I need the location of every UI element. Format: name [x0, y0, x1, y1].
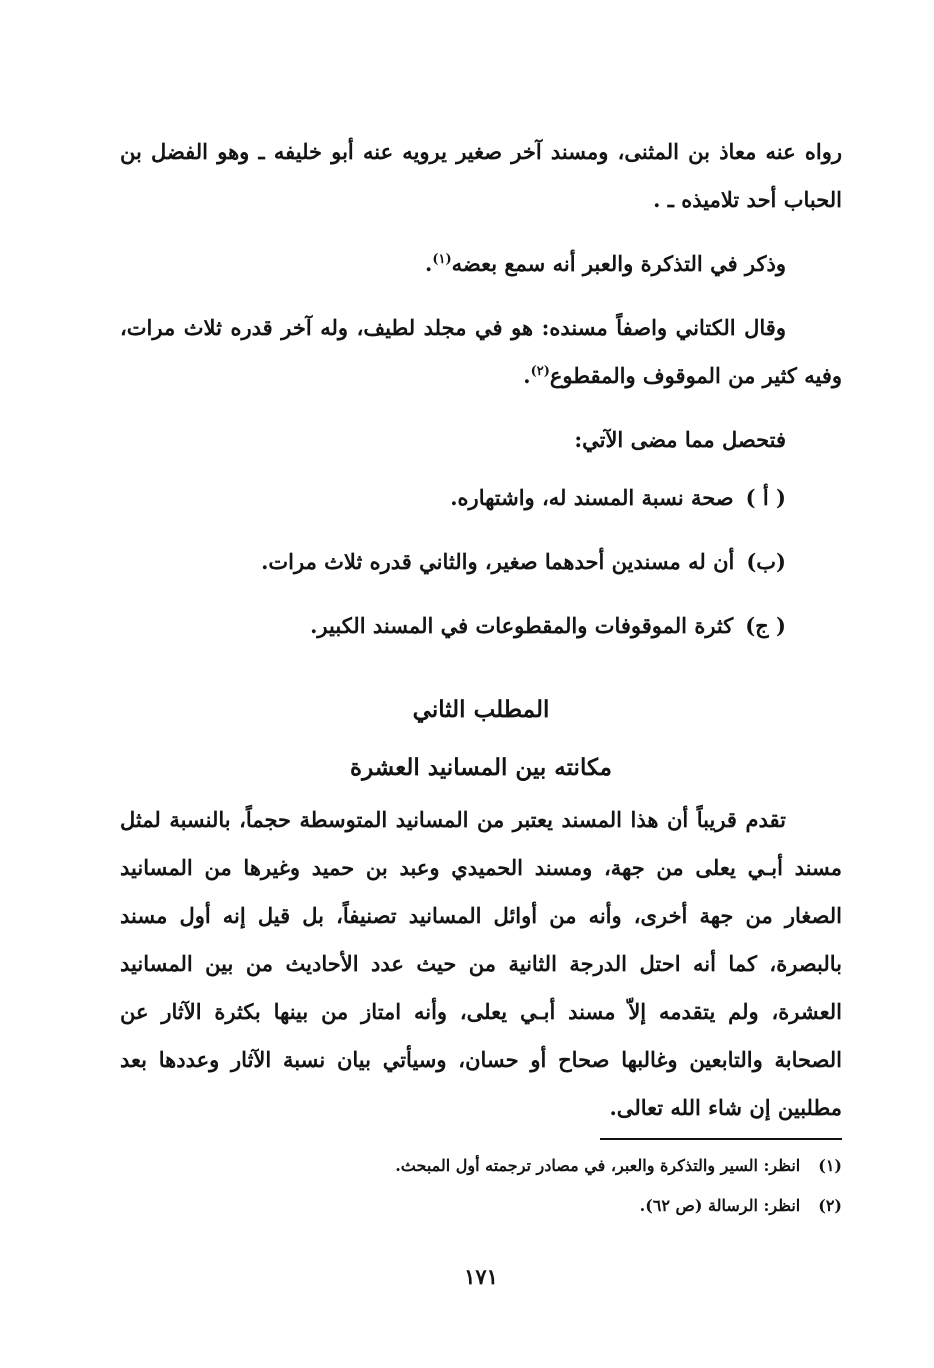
paragraph-summary-intro: فتحصل مما مضى الآتي: [574, 427, 786, 452]
paragraph-continuation: رواه عنه معاذ بن المثنى، ومسند آخر صغير يرويه عنه أبو خليفه ـ وهو الفضل بن الحباب أحد تلاميذه ـ . [120, 139, 842, 212]
footnote-2-text: انظر: الرسالة (ص ٦٢). [639, 1196, 801, 1215]
footnote-separator [600, 1138, 842, 1140]
section-title: المطلب الثاني [412, 696, 550, 723]
paragraph-kattani [120, 304, 842, 400]
book-page [120, 0, 842, 1368]
section-body: تقدم قريباً أن هذا المسند يعتبر من المسانيد المتوسطة حجماً، بالنسبة لمثل مسند أبـي يعلى من جهة، ومسند الحميدي وعبد بن حميد وغيرها من المسانيد الصغار من جهة أخرى، وأنه من أوائل المسانيد تصنيفاً، بل قيل إنه أول مسند بالبصرة، كما أنه احتل الدرجة الثانية من حيث عدد الأحاديث من بين المسانيد العشرة، ولم يتقدمه إلاّ مسند أبـي يعلى، وأنه امتاز من بينها بكثرة الآثار عن الصحابة والتابعين وغالبها صحاح أو حسان، وسيأتي بيان نسبة الآثار وعددها بعد مطلبين إن شاء الله تعالى. [120, 807, 842, 1120]
list-marker-a: ( أ ) [745, 485, 786, 510]
footnote-2-number: (٢) [818, 1196, 842, 1215]
paragraph-tadhkira-end: . [425, 251, 433, 276]
footnote-1 [120, 1152, 842, 1180]
paragraph-kattani-text: وقال الكتاني واصفاً مسنده: هو في مجلد لطيف، وله آخر قدره ثلاث مرات، وفيه كثير من الموقوف والمقطوع [120, 315, 842, 388]
list-item-c [120, 606, 786, 646]
footnote-ref-2: (٢) [530, 364, 550, 379]
list-marker-b: (ب) [746, 549, 786, 574]
list-text-b: أن له مسندين أحدهما صغير، والثاني قدره ثلاث مرات. [261, 549, 735, 574]
footnote-1-number: (١) [818, 1156, 842, 1175]
list-item-b [120, 542, 786, 582]
footnote-1-text: انظر: السير والتذكرة والعبر، في مصادر ترجمته أول المبحث. [395, 1156, 801, 1175]
paragraph-kattani-end: . [523, 363, 531, 388]
section-subtitle: مكانته بين المسانيد العشرة [350, 754, 612, 781]
list-item-a [120, 478, 786, 518]
page-number: ١٧١ [464, 1264, 498, 1289]
list-marker-c: ( ج) [745, 613, 786, 638]
list-text-a: صحة نسبة المسند له، واشتهاره. [450, 485, 734, 510]
paragraph-tadhkira [120, 240, 842, 288]
footnote-2 [120, 1192, 842, 1220]
list-text-c: كثرة الموقوفات والمقطوعات في المسند الكبير. [310, 613, 734, 638]
paragraph-tadhkira-text: وذكر في التذكرة والعبر أنه سمع بعضه [451, 251, 786, 276]
footnote-ref-1: (١) [432, 252, 452, 267]
